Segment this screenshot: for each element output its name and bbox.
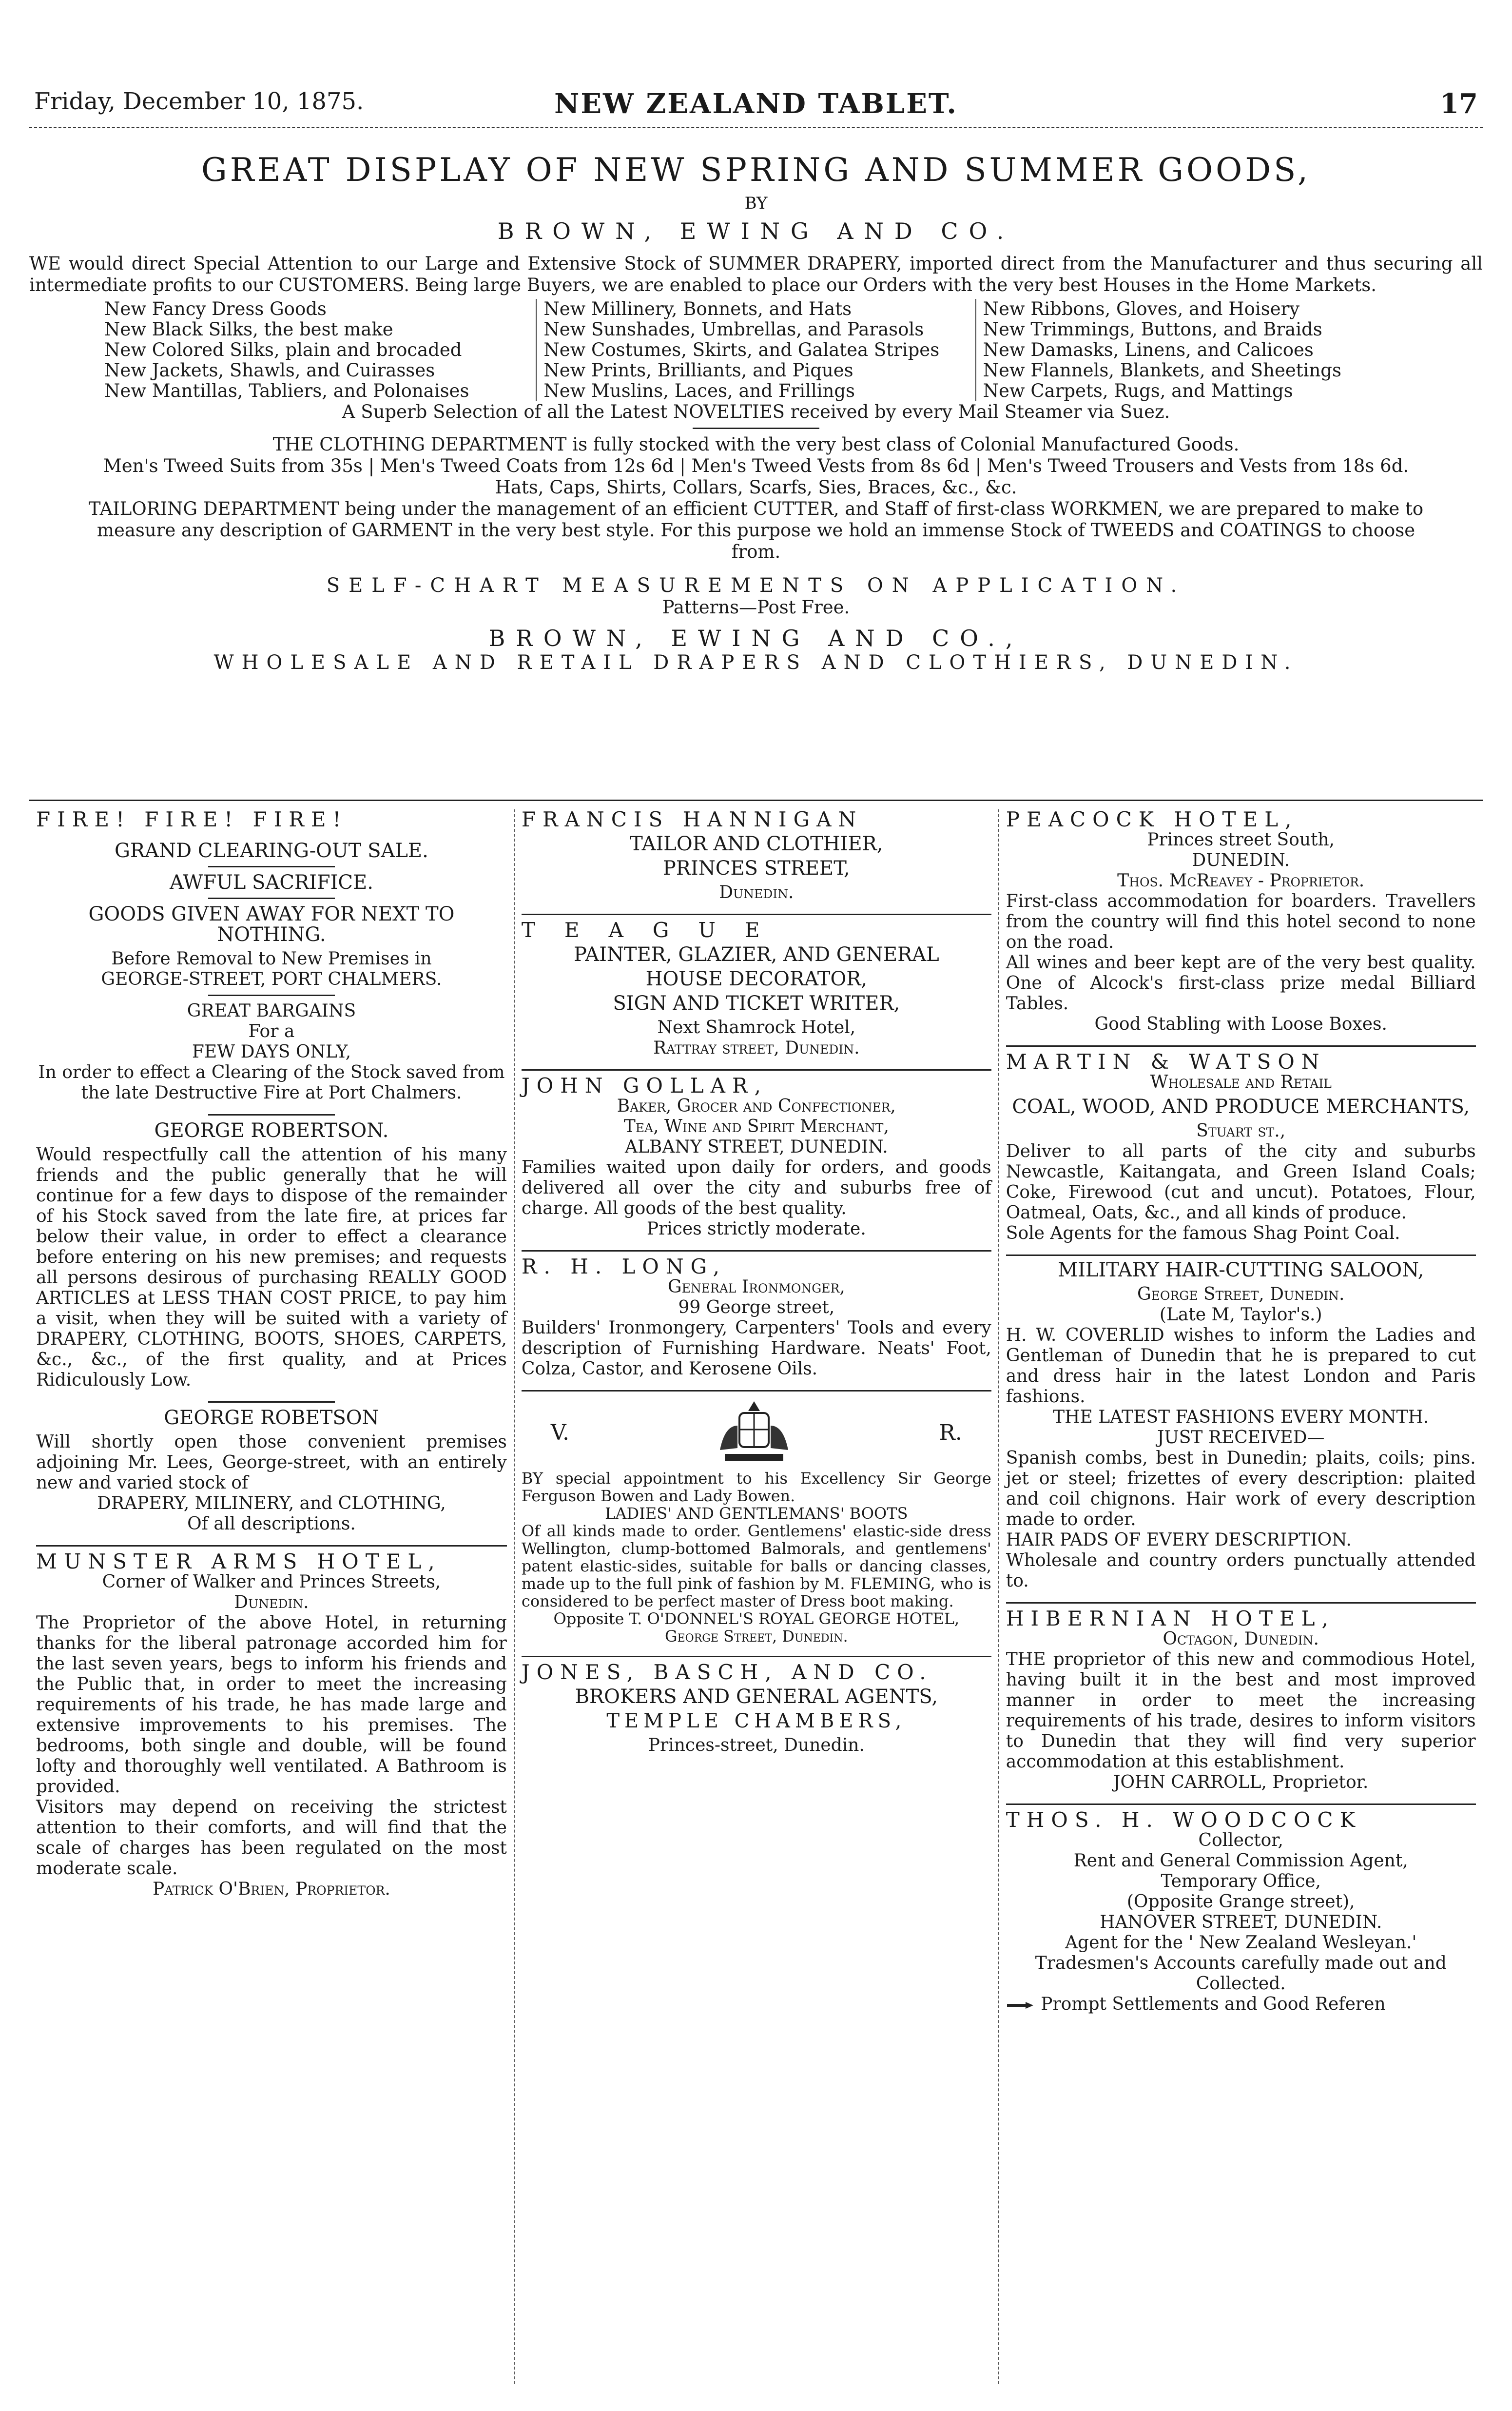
column-middle xyxy=(514,809,998,2384)
woodcock-collector: Collector, xyxy=(1198,1830,1283,1850)
crest-letter-r: R. xyxy=(939,1420,962,1445)
column-rule xyxy=(522,1390,991,1392)
peacock-street: Princes street South, xyxy=(1147,830,1335,850)
hannigan-title: FRANCIS HANNIGAN xyxy=(521,807,863,831)
teague-street: Rattray street, Dunedin. xyxy=(653,1038,860,1058)
hannigan-city: Dunedin. xyxy=(719,882,794,902)
woodcock-accounts: Tradesmen's Accounts carefully made out and Collected. xyxy=(1035,1953,1447,1994)
boots-title: LADIES' AND GENTLEMANS' BOOTS xyxy=(605,1504,908,1523)
martin-merchants: COAL, WOOD, AND PRODUCE MERCHANTS, xyxy=(1012,1096,1470,1118)
peacock-stabling: Good Stabling with Loose Boxes. xyxy=(1094,1014,1387,1034)
jones-title: JONES, BASCH, AND CO. xyxy=(521,1660,933,1684)
saloon-late: (Late M, Taylor's.) xyxy=(1159,1305,1322,1325)
clothing-accessories: Hats, Caps, Shirts, Collars, Scarfs, Sies, Braces, &c., &c. xyxy=(495,477,1017,498)
hannigan-street: PRINCES STREET, xyxy=(662,857,850,880)
gollar-title: JOHN GOLLAR, xyxy=(521,1074,768,1098)
settlements-text: Prompt Settlements and Good Referen xyxy=(1041,1994,1386,2014)
goods-column-3 xyxy=(975,299,1415,401)
column-rule xyxy=(522,1069,991,1071)
munster-corner: Corner of Walker and Princes Streets, xyxy=(102,1572,441,1592)
issue-date: Friday, December 10, 1875. xyxy=(34,88,364,115)
goods-column-1 xyxy=(97,299,536,401)
bargains-line: GREAT BARGAINS xyxy=(187,1001,356,1021)
masthead xyxy=(29,88,1483,120)
martin-title: MARTIN & WATSON xyxy=(1006,1050,1326,1074)
classified-columns xyxy=(29,809,1483,2384)
jones-trade: BROKERS AND GENERAL AGENTS, xyxy=(575,1686,938,1708)
munster-title: MUNSTER ARMS HOTEL, xyxy=(36,1549,442,1573)
munster-city: Dunedin. xyxy=(234,1592,309,1612)
hibernian-title: HIBERNIAN HOTEL, xyxy=(1006,1607,1335,1630)
goods-item: New Mantillas, Tabliers, and Polonaises xyxy=(104,380,469,401)
teague-title: TEAGUE xyxy=(521,918,789,942)
patterns-line: Patterns—Post Free. xyxy=(662,597,850,618)
column-rule xyxy=(1006,1045,1476,1047)
robertson-name: GEORGE ROBERTSON. xyxy=(154,1119,389,1142)
fire-sale-title: FIRE! FIRE! FIRE! xyxy=(36,807,348,831)
self-chart-line: SELF-CHART MEASUREMENTS ON APPLICATION. xyxy=(326,574,1186,597)
given-away-heading: GOODS GIVEN AWAY FOR NEXT TO NOTHING. xyxy=(88,903,455,946)
woodcock-agent: Rent and General Commission Agent, xyxy=(1073,1851,1408,1871)
munster-text-2: Visitors may depend on receiving the strictest attention to their comforts, and will find that the scale of charges has been regulated on the most moderate scale. xyxy=(36,1797,507,1879)
crest-letter-v: V. xyxy=(550,1420,569,1445)
munster-text: The Proprietor of the above Hotel, in returning thanks for the liberal patronage accorded him for the last seven years, begs to inform his friends and the Public that, in order to meet the increasing requirements of his trade, he has made large and extensive improvements to his premises. The bedrooms, both single and double, will be found lofty and thoroughly well ventilated. A Bathroom is provided. xyxy=(36,1613,507,1797)
divider xyxy=(208,1114,335,1116)
long-text: Builders' Ironmongery, Carpenters' Tools and every description of Furnishing Hardware. Neats' Foot, Colza, Castor, and Kerosene Oils. xyxy=(521,1318,991,1379)
royal-crest-row xyxy=(522,1396,991,1470)
saloon-just: JUST RECEIVED— xyxy=(1157,1428,1325,1448)
divider xyxy=(208,898,335,899)
boots-address: Opposite T. O'DONNEL'S ROYAL GEORGE HOTEL, xyxy=(553,1609,960,1628)
divider xyxy=(208,995,335,996)
page-number: 17 xyxy=(1440,88,1478,120)
gollar-text: Families waited upon daily for orders, and goods delivered all over the city and suburbs free of charge. All goods of the best quality. xyxy=(521,1157,991,1218)
advert-by: BY xyxy=(744,194,768,213)
peacock-title: PEACOCK HOTEL, xyxy=(1006,807,1299,831)
woodcock-street: HANOVER STREET, DUNEDIN. xyxy=(1100,1912,1382,1932)
advert-firm-name: BROWN, EWING AND CO. xyxy=(497,218,1015,244)
peacock-city: DUNEDIN. xyxy=(1192,850,1290,870)
hibernian-text: THE proprietor of this new and commodious Hotel, having built it in the best and most improved manner in order to meet the increasing requirements of his trade, desires to inform visitors to Dunedin that they will find very superior accommodation at this establishment. xyxy=(1006,1649,1476,1772)
advert-headline: GREAT DISPLAY OF NEW SPRING AND SUMMER GOODS, xyxy=(201,151,1311,189)
munster-proprietor: Patrick O'Brien, Proprietor. xyxy=(153,1879,390,1899)
goods-item: New Colored Silks, plain and brocaded xyxy=(104,339,462,360)
martin-text: Deliver to all parts of the city and suburbs Newcastle, Kaitangata, and Green Island Coals; Coke, Firewood (cut and uncut). Potatoes, Flour, Oatmeal, Oats, &c., and all kinds of produce. xyxy=(1006,1141,1476,1223)
advert-intro: WE would direct Special Attention to our Large and Extensive Stock of SUMMER DRAPERY, imported direct from the Manufacturer and thus securing all intermediate profits to our CUSTOMERS. Being large Buyers, we are enabled to place our Orders with the very best Houses in the Home Markets. xyxy=(29,253,1483,295)
goods-item: New Millinery, Bonnets, and Hats xyxy=(543,298,852,319)
martin-street: Stuart st., xyxy=(1196,1121,1286,1141)
tailoring-dept: TAILORING DEPARTMENT being under the management of an efficient CUTTER, and Staff of first-class WORKMEN, we are prepared to make to measure any description of GARMENT in the very best style. For this purpose we hold an immense Stock of TWEEDS and COATINGS to choose from. xyxy=(88,498,1424,562)
newspaper-page xyxy=(29,20,1483,2394)
pointing-hand-icon xyxy=(1006,1998,1035,2013)
column-rule xyxy=(36,1545,507,1547)
jones-street: Princes-street, Dunedin. xyxy=(648,1735,865,1755)
saloon-text: H. W. COVERLID wishes to inform the Ladies and Gentleman of Dunedin that he is prepared to cut and dress hair in the latest London and Paris fashions. xyxy=(1006,1325,1476,1407)
appointment-text: BY special appointment to his Excellency Sir George Ferguson Bowen and Lady Bowen. xyxy=(521,1469,991,1505)
goods-item: New Prints, Brilliants, and Piques xyxy=(543,360,853,381)
clearing-heading: GRAND CLEARING-OUT SALE. xyxy=(115,840,428,862)
for-a-line: For a xyxy=(248,1021,295,1041)
goods-item: New Muslins, Laces, and Frillings xyxy=(543,380,855,401)
woodcock-settlements xyxy=(1006,1994,1476,2015)
peacock-text: First-class accommodation for boarders. Travellers from the country will find this hotel second to none on the road. xyxy=(1006,891,1476,952)
long-address: 99 George street, xyxy=(678,1297,835,1317)
column-right xyxy=(998,809,1483,2384)
column-rule xyxy=(522,914,991,915)
goods-item: New Costumes, Skirts, and Galatea Stripes xyxy=(543,339,940,360)
teague-trade: PAINTER, GLAZIER, AND GENERAL xyxy=(573,943,939,966)
peacock-text-2: All wines and beer kept are of the very best quality. One of Alcock's first-class prize medal Billiard Tables. xyxy=(1006,953,1476,1014)
brown-ewing-advert xyxy=(29,137,1483,674)
divider xyxy=(693,428,819,429)
goods-item: New Ribbons, Gloves, and Hoisery xyxy=(983,298,1300,319)
divider xyxy=(208,866,335,867)
column-rule xyxy=(1006,1255,1476,1256)
gollar-prices: Prices strictly moderate. xyxy=(646,1219,866,1239)
goods-column-2 xyxy=(536,299,975,401)
long-trade: General Ironmonger, xyxy=(667,1277,845,1297)
novelties-line: A Superb Selection of all the Latest NOVELTIES received by every Mail Steamer via Suez. xyxy=(342,401,1170,422)
clothing-prices: Men's Tweed Suits from 35s | Men's Tweed Coats from 12s 6d | Men's Tweed Vests from 8s 6d | Men's Tweed Trousers and Vests from 18s 6d. xyxy=(103,455,1409,476)
goods-item: New Jackets, Shawls, and Cuirasses xyxy=(104,360,435,381)
column-rule xyxy=(522,1250,991,1252)
goods-item: New Trimmings, Buttons, and Braids xyxy=(983,319,1322,340)
column-rule xyxy=(522,1656,991,1657)
column-rule xyxy=(1006,1602,1476,1604)
clearing-text: In order to effect a Clearing of the Stock saved from the late Destructive Fire at Port Chalmers. xyxy=(38,1062,505,1103)
goods-item: New Flannels, Blankets, and Sheetings xyxy=(983,360,1341,381)
of-all-line: Of all descriptions. xyxy=(187,1514,356,1534)
goods-item: New Sunshades, Umbrellas, and Parasols xyxy=(543,319,924,340)
saloon-title: MILITARY HAIR-CUTTING SALOON, xyxy=(1058,1259,1424,1281)
boots-text: Of all kinds made to order. Gentlemens' elastic-side dress Wellington, clump-bottomed Balmorals, and gentlemens' patent elastic-sides, suitable for balls or dancing classes, made up to the full pink of fashion by M. FLEMING, who is considered to be perfect master of Dress boot making. xyxy=(521,1522,991,1610)
saloon-text-2: Spanish combs, best in Dunedin; plaits, coils; pins. jet or steel; frizettes of every description: plaited and coil chignons. Hair work of every description made to order. xyxy=(1006,1448,1476,1529)
goods-columns xyxy=(97,299,1415,401)
advert-firm-footer: BROWN, EWING AND CO., xyxy=(488,625,1024,651)
section-rule xyxy=(29,800,1483,801)
few-days-line: FEW DAYS ONLY, xyxy=(192,1042,351,1062)
goods-item: New Damasks, Linens, and Calicoes xyxy=(983,339,1314,360)
martin-text-2: Sole Agents for the famous Shag Point Coal. xyxy=(1006,1223,1400,1243)
goods-item: New Carpets, Rugs, and Mattings xyxy=(983,380,1293,401)
saloon-text-3: Wholesale and country orders punctually attended to. xyxy=(1006,1550,1476,1591)
hibernian-proprietor: JOHN CARROLL, Proprietor. xyxy=(1113,1772,1369,1792)
woodcock-title: THOS. H. WOODCOCK xyxy=(1006,1808,1362,1832)
gollar-merchant: Tea, Wine and Spirit Merchant, xyxy=(623,1117,889,1137)
hannigan-trade: TAILOR AND CLOTHIER, xyxy=(630,833,883,855)
column-left xyxy=(29,809,514,2384)
long-title: R. H. LONG, xyxy=(521,1255,727,1278)
gollar-street: ALBANY STREET, DUNEDIN. xyxy=(624,1137,888,1157)
martin-trade: Wholesale and Retail xyxy=(1150,1072,1332,1092)
teague-location: Next Shamrock Hotel, xyxy=(657,1018,856,1038)
removal-line: Before Removal to New Premises in xyxy=(111,949,432,969)
robertson-text: Would respectfully call the attention of his many friends and the public generally that he will continue for a few days to dispose of the remainder of his Stock saved from the late fire, at prices far below their value, in order to effect a clearance before entering on his new premises; and requests all persons desirous of purchasing REALLY GOOD ARTICLES at LESS THAN COST PRICE, to pay him a visit, when they will be suited with a variety of DRAPERY, CLOTHING, BOOTS, SHOES, CARPETS, &c., &c., of the first quality, and at Prices Ridiculously Low. xyxy=(36,1145,507,1390)
wholesale-line: WHOLESALE AND RETAIL DRAPERS AND CLOTHIERS, DUNEDIN. xyxy=(213,651,1299,674)
teague-decorator: HOUSE DECORATOR, xyxy=(645,968,868,990)
woodcock-office: Temporary Office, xyxy=(1161,1871,1321,1891)
boots-street: George Street, Dunedin. xyxy=(665,1627,848,1646)
masthead-rule xyxy=(29,127,1483,128)
royal-coat-of-arms-icon xyxy=(705,1396,803,1470)
drapery-line: DRAPERY, MILINERY, and CLOTHING, xyxy=(97,1493,446,1513)
goods-item: New Black Silks, the best make xyxy=(104,319,393,340)
peacock-proprietor: Thos. McReavey - Proprietor. xyxy=(1117,871,1365,891)
newspaper-title: NEW ZEALAND TABLET. xyxy=(554,88,958,120)
clothing-dept: THE CLOTHING DEPARTMENT is fully stocked with the very best class of Colonial Manufactured Goods. xyxy=(272,434,1240,455)
saloon-pads: HAIR PADS OF EVERY DESCRIPTION. xyxy=(1006,1530,1352,1550)
premises-text: Will shortly open those convenient premises adjoining Mr. Lees, George-street, with an entirely new and varied stock of xyxy=(36,1432,507,1493)
divider xyxy=(208,1401,335,1403)
woodcock-wesleyan: Agent for the ' New Zealand Wesleyan.' xyxy=(1065,1933,1417,1953)
hibernian-location: Octagon, Dunedin. xyxy=(1163,1629,1319,1649)
gollar-trade: Baker, Grocer and Confectioner, xyxy=(617,1096,896,1116)
saloon-latest: THE LATEST FASHIONS EVERY MONTH. xyxy=(1053,1407,1429,1427)
goods-item: New Fancy Dress Goods xyxy=(104,298,327,319)
sacrifice-heading: AWFUL SACRIFICE. xyxy=(169,871,373,894)
teague-writer: SIGN AND TICKET WRITER, xyxy=(613,992,900,1015)
jones-chambers: TEMPLE CHAMBERS, xyxy=(606,1710,907,1732)
woodcock-opposite: (Opposite Grange street), xyxy=(1126,1892,1355,1912)
column-rule xyxy=(1006,1803,1476,1805)
robertson-name-2: GEORGE ROBETSON xyxy=(164,1407,379,1429)
saloon-street: George Street, Dunedin. xyxy=(1137,1284,1345,1304)
premises-line: GEORGE-STREET, PORT CHALMERS. xyxy=(101,969,442,989)
